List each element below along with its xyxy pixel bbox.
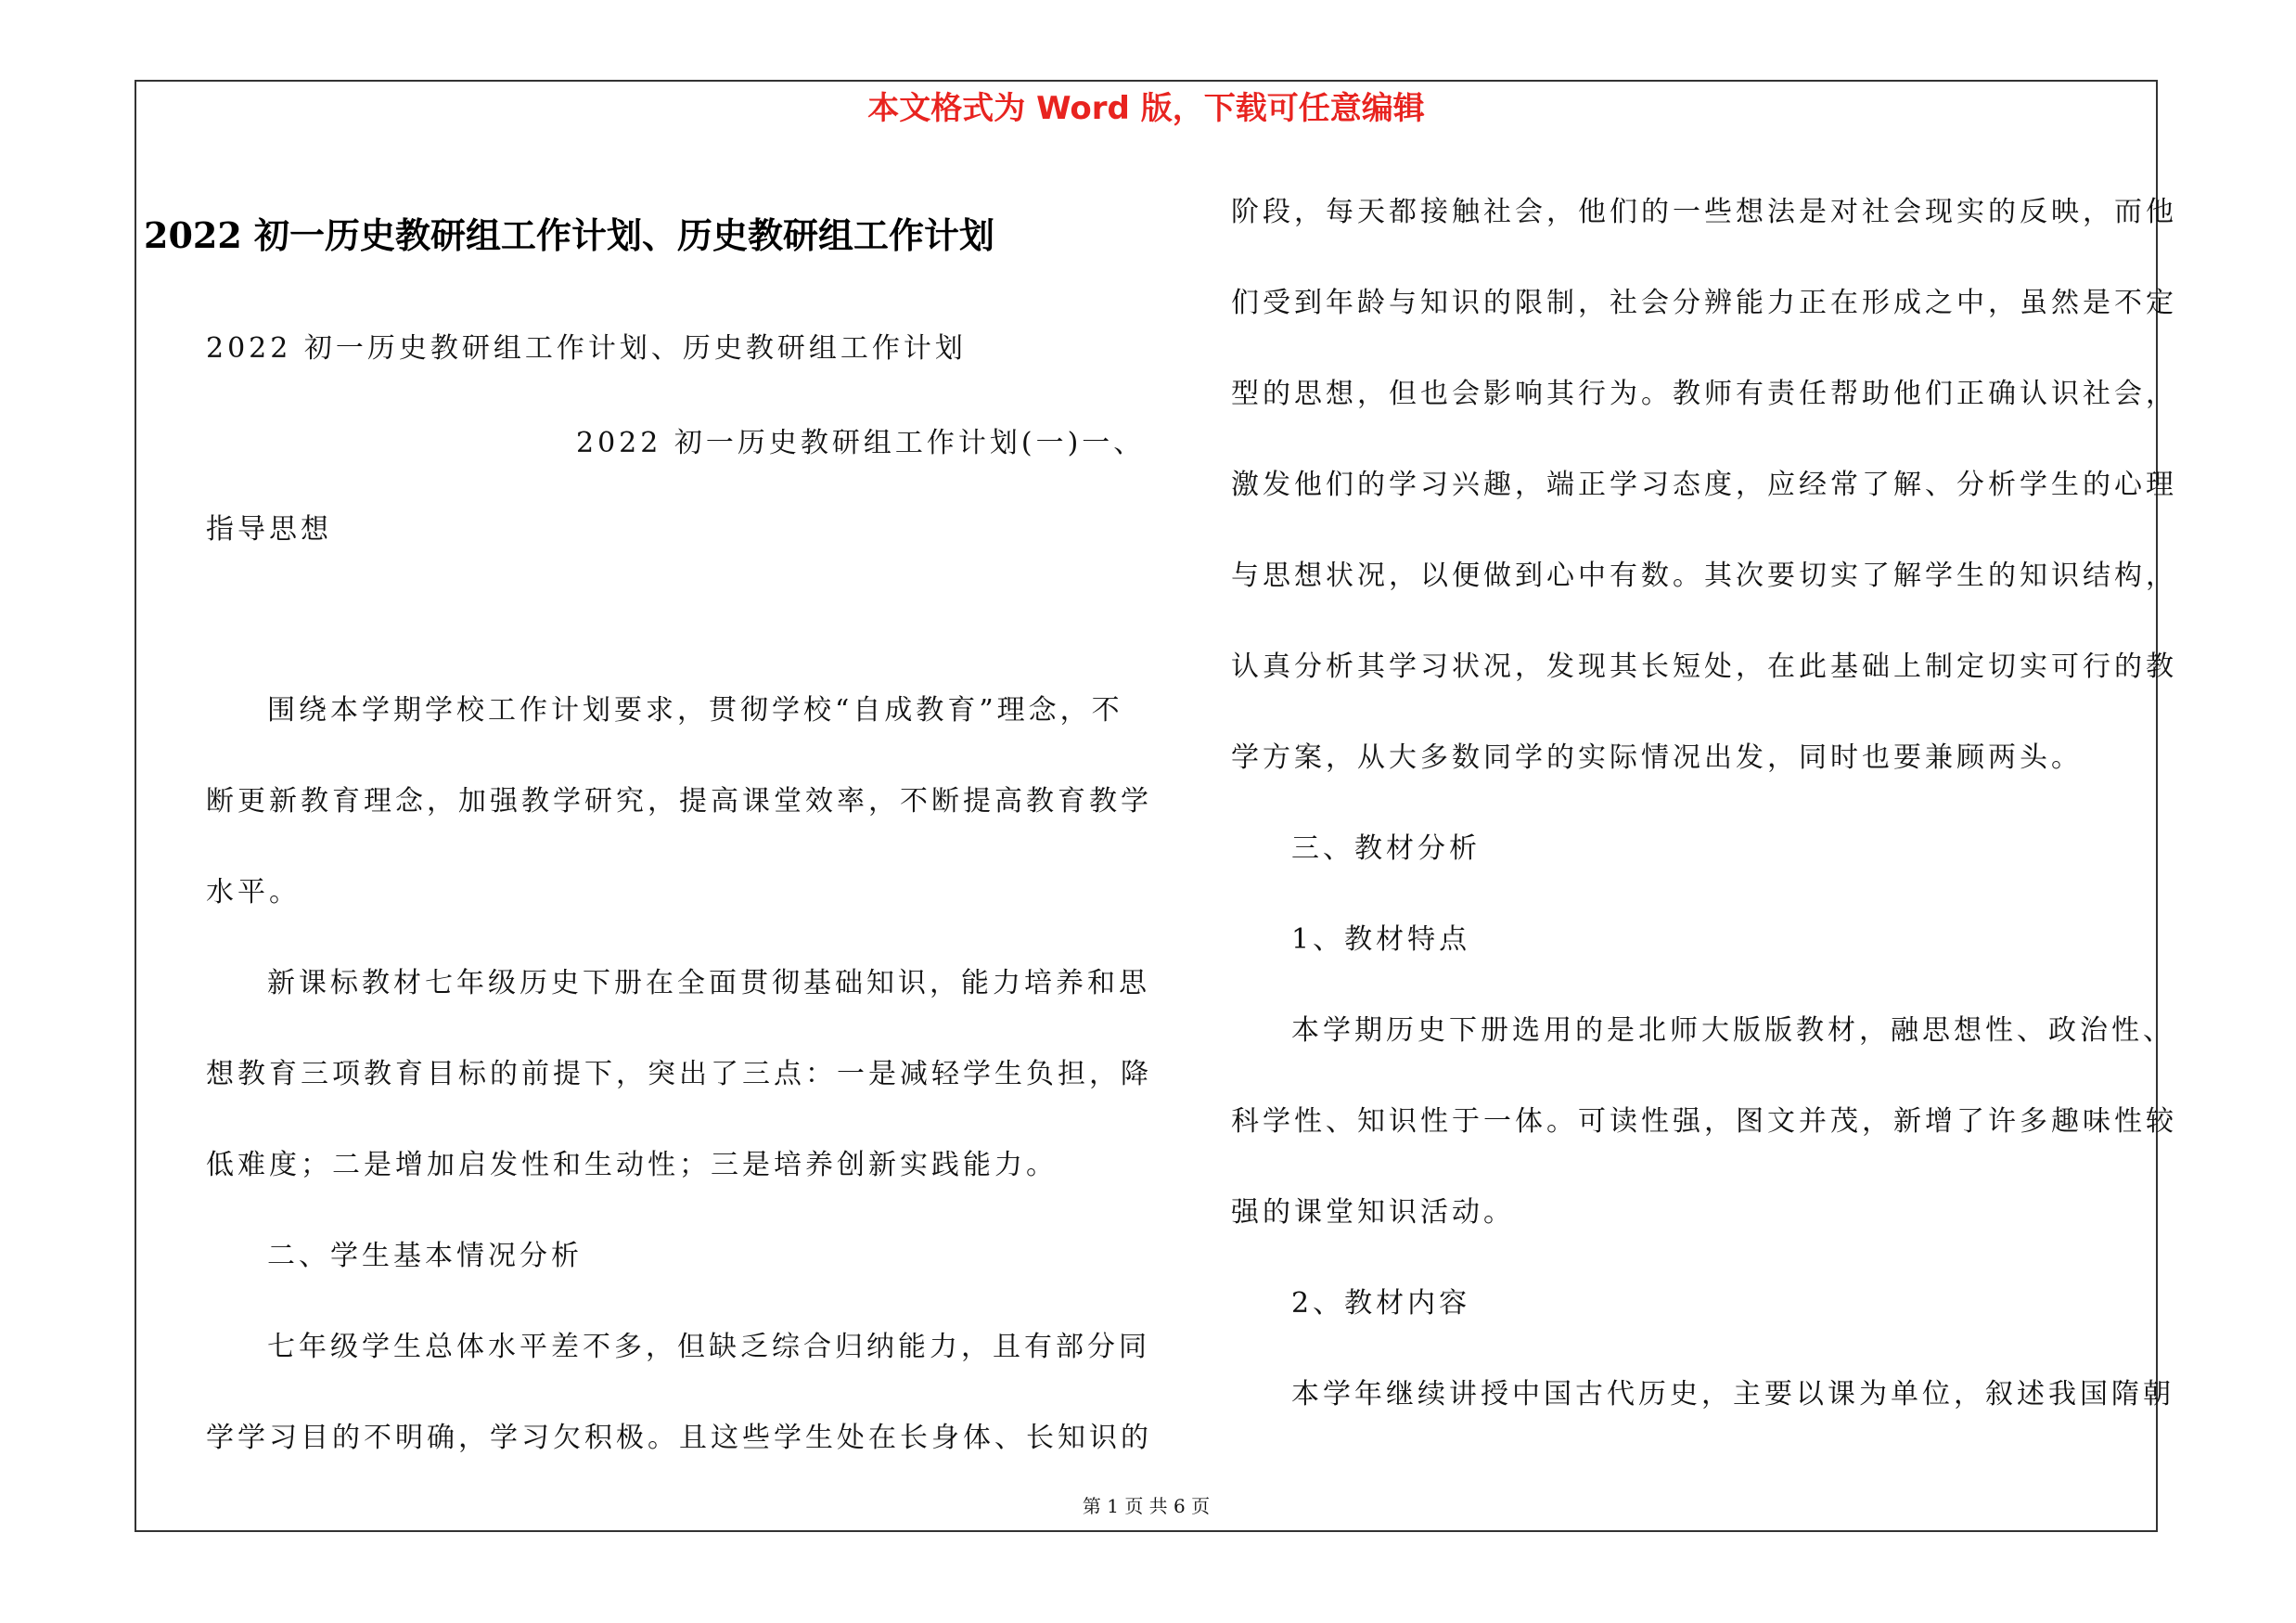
paragraph-line: 认真分析其学习状况，发现其长短处，在此基础上制定切实可行的教: [1231, 650, 2177, 683]
paragraph-line: 想教育三项教育目标的前提下，突出了三点：一是减轻学生负担，降: [206, 1058, 1152, 1090]
page-footer: 第 1 页 共 6 页: [1082, 1495, 1211, 1517]
paragraph-line: 科学性、知识性于一体。可读性强，图文并茂，新增了许多趣味性较: [1231, 1105, 2177, 1138]
paragraph-line: 激发他们的学习兴趣，端正学习态度，应经常了解、分析学生的心理: [1231, 469, 2177, 501]
paragraph-line: 水平。: [206, 876, 301, 908]
section-heading-line: 三、教材分析: [1291, 832, 1481, 865]
paragraph-line: 七年级学生总体水平差不多，但缺乏综合归纳能力，且有部分同: [267, 1331, 1150, 1363]
section-heading-line: 二、学生基本情况分析: [267, 1240, 583, 1272]
paragraph-line: 强的课堂知识活动。: [1231, 1196, 1515, 1229]
paragraph-line: 新课标教材七年级历史下册在全面贯彻基础知识，能力培养和思: [267, 967, 1150, 999]
section-heading-line: 2、教材内容: [1291, 1287, 1471, 1320]
paragraph-line: 学学习目的不明确，学习欠积极。且这些学生处在长身体、长知识的: [206, 1422, 1152, 1454]
paragraph-line: 学方案，从大多数同学的实际情况出发，同时也要兼顾两头。: [1231, 741, 2083, 774]
paragraph-line: 断更新教育理念，加强教学研究，提高课堂效率，不断提高教育教学: [206, 785, 1152, 818]
paragraph-line: 本学期历史下册选用的是北师大版版教材，融思想性、政治性、: [1291, 1014, 2174, 1047]
document-title: 2022 初一历史教研组工作计划、历史教研组工作计划: [144, 214, 994, 256]
paragraph-line: 低难度；二是增加启发性和生动性；三是培养创新实践能力。: [206, 1149, 1058, 1181]
paragraph-line: 们受到年龄与知识的限制，社会分辨能力正在形成之中，虽然是不定: [1231, 287, 2177, 319]
paragraph-line: 型的思想，但也会影响其行为。教师有责任帮助他们正确认识社会，: [1231, 378, 2177, 410]
format-banner: 本文格式为 Word 版，下载可任意编辑: [867, 90, 1425, 127]
section-heading-line: 2022 初一历史教研组工作计划(一)一、: [576, 427, 1146, 459]
paragraph-line: 本学年继续讲授中国古代历史，主要以课为单位，叙述我国隋朝: [1291, 1378, 2174, 1410]
section-heading-line: 1、教材特点: [1291, 923, 1471, 956]
subtitle-line: 2022 初一历史教研组工作计划、历史教研组工作计划: [206, 332, 967, 365]
paragraph-line: 阶段，每天都接触社会，他们的一些想法是对社会现实的反映，而他: [1231, 196, 2177, 228]
paragraph-line: 与思想状况，以便做到心中有数。其次要切实了解学生的知识结构，: [1231, 560, 2177, 592]
paragraph-line: 围绕本学期学校工作计划要求，贯彻学校“自成教育”理念，不: [267, 694, 1123, 727]
section-heading-line: 指导思想: [206, 513, 332, 546]
